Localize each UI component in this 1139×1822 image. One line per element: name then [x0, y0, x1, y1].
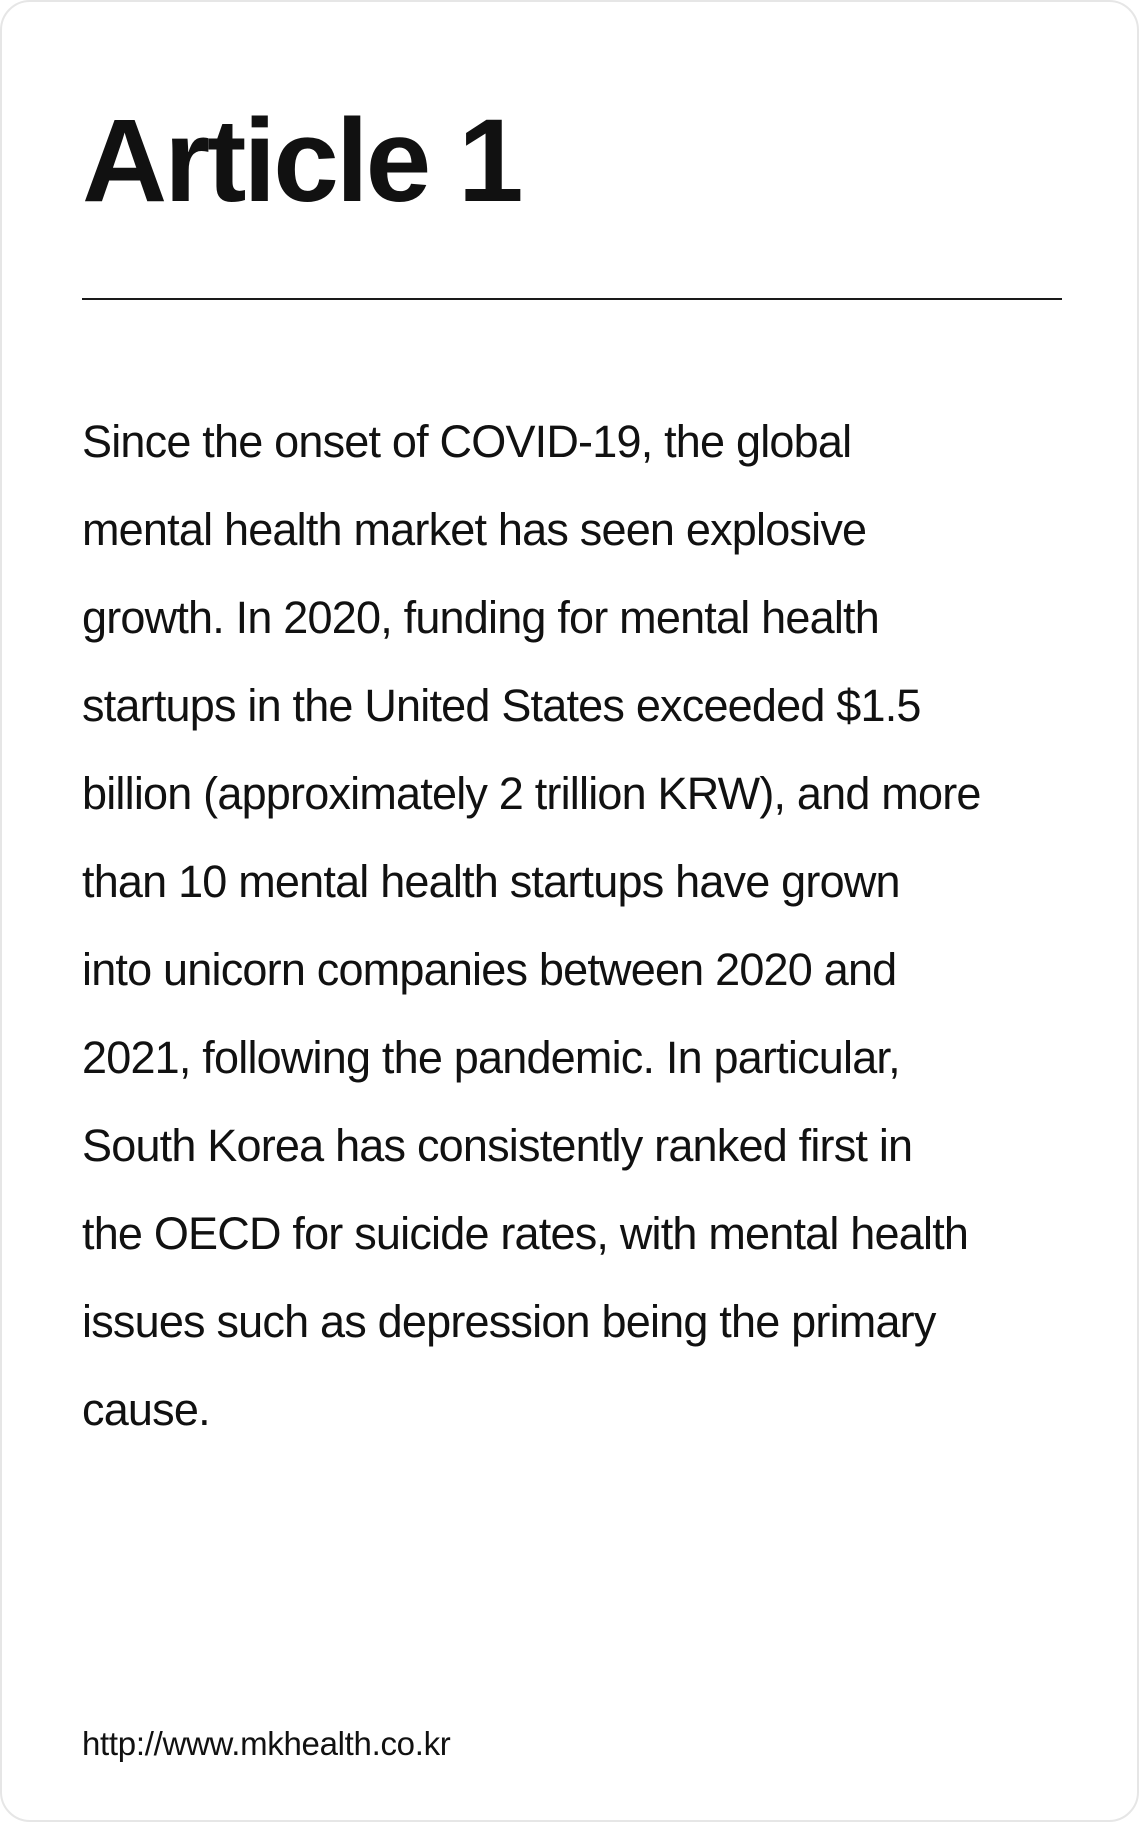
body-line: growth. In 2020, funding for mental health	[82, 592, 879, 643]
body-line: than 10 mental health startups have grown	[82, 856, 900, 907]
body-line: into unicorn companies between 2020 and	[82, 944, 897, 995]
body-line: mental health market has seen explosive	[82, 504, 867, 555]
body-line: issues such as depression being the primary	[82, 1296, 936, 1347]
article-title: Article 1	[82, 95, 521, 227]
body-line: Since the onset of COVID-19, the global	[82, 416, 852, 467]
body-line: startups in the United States exceeded $1.5	[82, 680, 921, 731]
body-line: billion (approximately 2 trillion KRW), and more	[82, 768, 981, 819]
source-url: http://www.mkhealth.co.kr	[82, 1725, 451, 1762]
body-line: cause.	[82, 1384, 210, 1435]
title-divider	[82, 298, 1062, 300]
body-line: the OECD for suicide rates, with mental health	[82, 1208, 969, 1259]
article-body	[82, 398, 1072, 1454]
body-line: South Korea has consistently ranked first in	[82, 1120, 913, 1171]
body-line: 2021, following the pandemic. In particular,	[82, 1032, 900, 1083]
